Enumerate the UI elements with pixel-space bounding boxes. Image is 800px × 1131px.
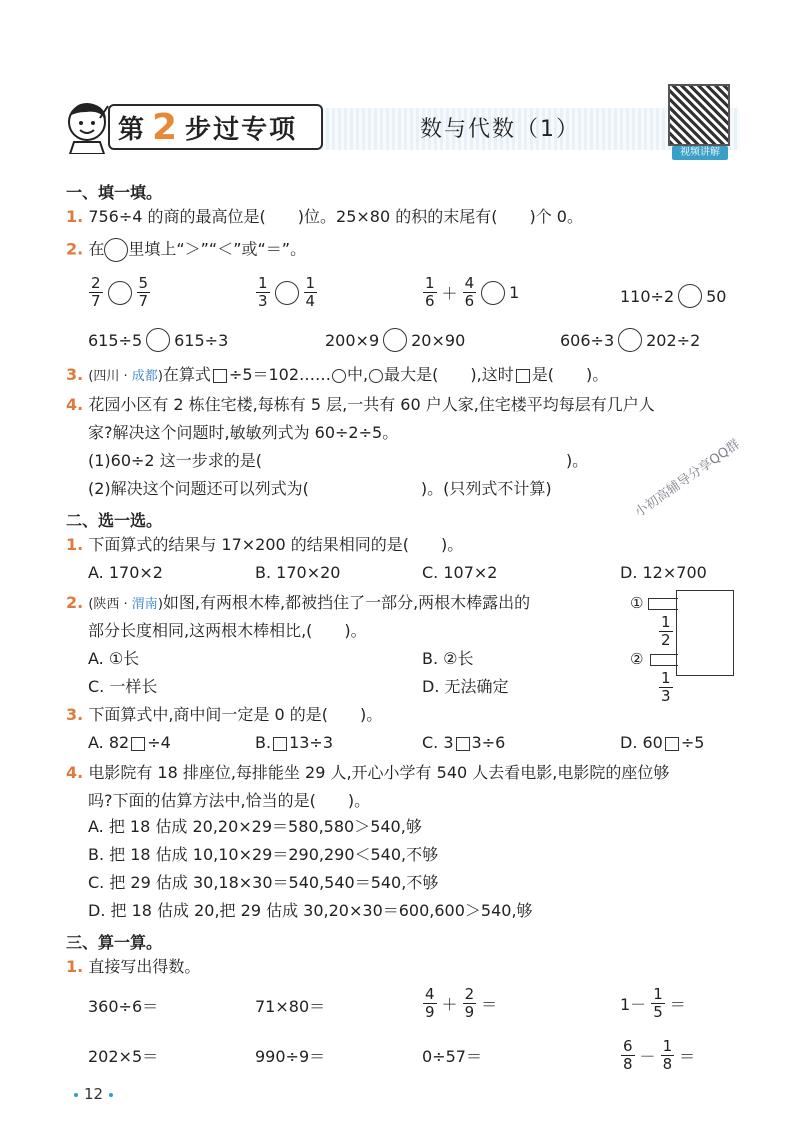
s2-q1-opt-d[interactable]: D. 12×700	[620, 563, 707, 582]
s1-q4-line2: 家?解决这个问题时,敏敏列式为 60÷2÷5。	[88, 423, 399, 442]
s2-q3-opt-d[interactable]: D. 60 ÷5	[620, 733, 705, 752]
page-number: 12	[68, 1085, 119, 1103]
cmp-r1c4: 110÷2 50	[620, 284, 726, 308]
watermark: 小初高辅导分享QQ群	[632, 436, 743, 521]
calc-1: 360÷6＝	[88, 997, 159, 1016]
s2-q2-opt-a[interactable]: A. ①长	[88, 649, 140, 668]
section-title: 数与代数（1）	[420, 117, 580, 142]
cmp-r1c2: $\frac{1}{3}$ $\frac{1}{4}$	[258, 274, 316, 310]
answer-circle[interactable]	[383, 328, 407, 352]
cmp-r2c3: 606÷3 202÷2	[560, 328, 700, 352]
stick-1-label: ①	[630, 594, 644, 612]
s2-q4-opt-b[interactable]: B. 把 18 估成 10,10×29＝290,290＜540,不够	[88, 845, 439, 864]
s2-q4-opt-a[interactable]: A. 把 18 估成 20,20×29＝580,580＞540,够	[88, 817, 422, 836]
mascot-icon	[62, 98, 112, 154]
s1-q3: 3. (四川 · 成都)在算式 ÷5＝102…… 中, 最大是( ),这时 是( )。	[66, 365, 609, 384]
section-3-title: 三、算一算。	[66, 933, 163, 952]
s2-q2-opt-c[interactable]: C. 一样长	[88, 677, 158, 696]
s1-q4: 4. 花园小区有 2 栋住宅楼,每栋有 5 层,一共有 60 户人家,住宅楼平均每层有几户人	[66, 395, 655, 414]
s2-q2-opt-b[interactable]: B. ②长	[422, 649, 474, 668]
answer-circle[interactable]	[275, 281, 299, 305]
s2-q3-opt-b[interactable]: B. 13÷3	[255, 733, 334, 752]
s2-q4-line2: 吗?下面的估算方法中,恰当的是( )。	[88, 791, 371, 810]
stick-2-label: ②	[630, 650, 644, 668]
stick-2-fraction: $\frac{1}{3}$	[661, 669, 671, 705]
calc-8: $\frac{6}{8}$ － $\frac{1}{8}$ ＝	[623, 1037, 696, 1073]
qr-label: 视频讲解	[672, 146, 728, 160]
stick-1-fraction: $\frac{1}{2}$	[661, 613, 671, 649]
calc-3: $\frac{4}{9}$ ＋ $\frac{2}{9}$ ＝	[425, 985, 498, 1021]
answer-circle[interactable]	[104, 238, 128, 262]
s2-q1-opt-c[interactable]: C. 107×2	[422, 563, 498, 582]
answer-circle[interactable]	[481, 281, 505, 305]
cmp-r2c1: 615÷5 615÷3	[88, 328, 228, 352]
s2-q1-opt-b[interactable]: B. 170×20	[255, 563, 341, 582]
s1-q1: 1. 756÷4 的商的最高位是( )位。25×80 的积的末尾有( )个 0。	[66, 207, 583, 226]
answer-circle[interactable]	[618, 328, 642, 352]
page-title: 第 2 步过专项	[108, 104, 323, 150]
s2-q1-opt-a[interactable]: A. 170×2	[88, 563, 163, 582]
s2-q4: 4. 电影院有 18 排座位,每排能坐 29 人,开心小学有 540 人去看电影,电影院的座位够	[66, 763, 670, 782]
s2-q2-opt-d[interactable]: D. 无法确定	[422, 677, 509, 696]
qr-code-icon[interactable]	[668, 84, 730, 146]
s2-q2: 2. (陕西 · 渭南)如图,有两根木棒,都被挡住了一部分,两根木棒露出的	[66, 593, 531, 612]
s2-q3-opt-a[interactable]: A. 82 ÷4	[88, 733, 171, 752]
s1-q2: 2. 在 里填上“＞”“＜”或“＝”。	[66, 238, 306, 262]
calc-2: 71×80＝	[255, 997, 326, 1016]
s1-q4-sub2: (2)解决这个问题还可以列式为( )。(只列式不计算)	[88, 479, 552, 498]
s1-q4-sub1: (1)60÷2 这一步求的是( )。	[88, 451, 589, 470]
s2-q4-opt-d[interactable]: D. 把 18 估成 20,把 29 估成 30,20×30＝600,600＞540,够	[88, 901, 533, 920]
s2-q4-opt-c[interactable]: C. 把 29 估成 30,18×30＝540,540＝540,不够	[88, 873, 439, 892]
stick-figure	[630, 588, 740, 708]
section-1-title: 一、填一填。	[66, 183, 163, 202]
calc-7: 0÷57＝	[422, 1047, 482, 1066]
s2-q2-line2: 部分长度相同,这两根木棒相比,( )。	[88, 621, 367, 640]
calc-4: 1－ $\frac{1}{5}$ ＝	[620, 985, 686, 1021]
s3-q1: 1. 直接写出得数。	[66, 957, 201, 976]
cmp-r1c1: $\frac{2}{7}$ $\frac{5}{7}$	[91, 274, 149, 310]
section-2-title: 二、选一选。	[66, 511, 163, 530]
cmp-r2c2: 200×9 20×90	[325, 328, 465, 352]
s2-q3: 3. 下面算式中,商中间一定是 0 的是( )。	[66, 705, 383, 724]
answer-circle[interactable]	[678, 284, 702, 308]
answer-circle[interactable]	[108, 281, 132, 305]
s2-q1: 1. 下面算式的结果与 17×200 的结果相同的是( )。	[66, 535, 464, 554]
calc-5: 202×5＝	[88, 1047, 159, 1066]
s2-q3-opt-c[interactable]: C. 3 3÷6	[422, 733, 506, 752]
answer-circle[interactable]	[146, 328, 170, 352]
cmp-r1c3: $\frac{1}{6}$ ＋ $\frac{4}{6}$ 1	[425, 274, 520, 310]
calc-6: 990÷9＝	[255, 1047, 326, 1066]
